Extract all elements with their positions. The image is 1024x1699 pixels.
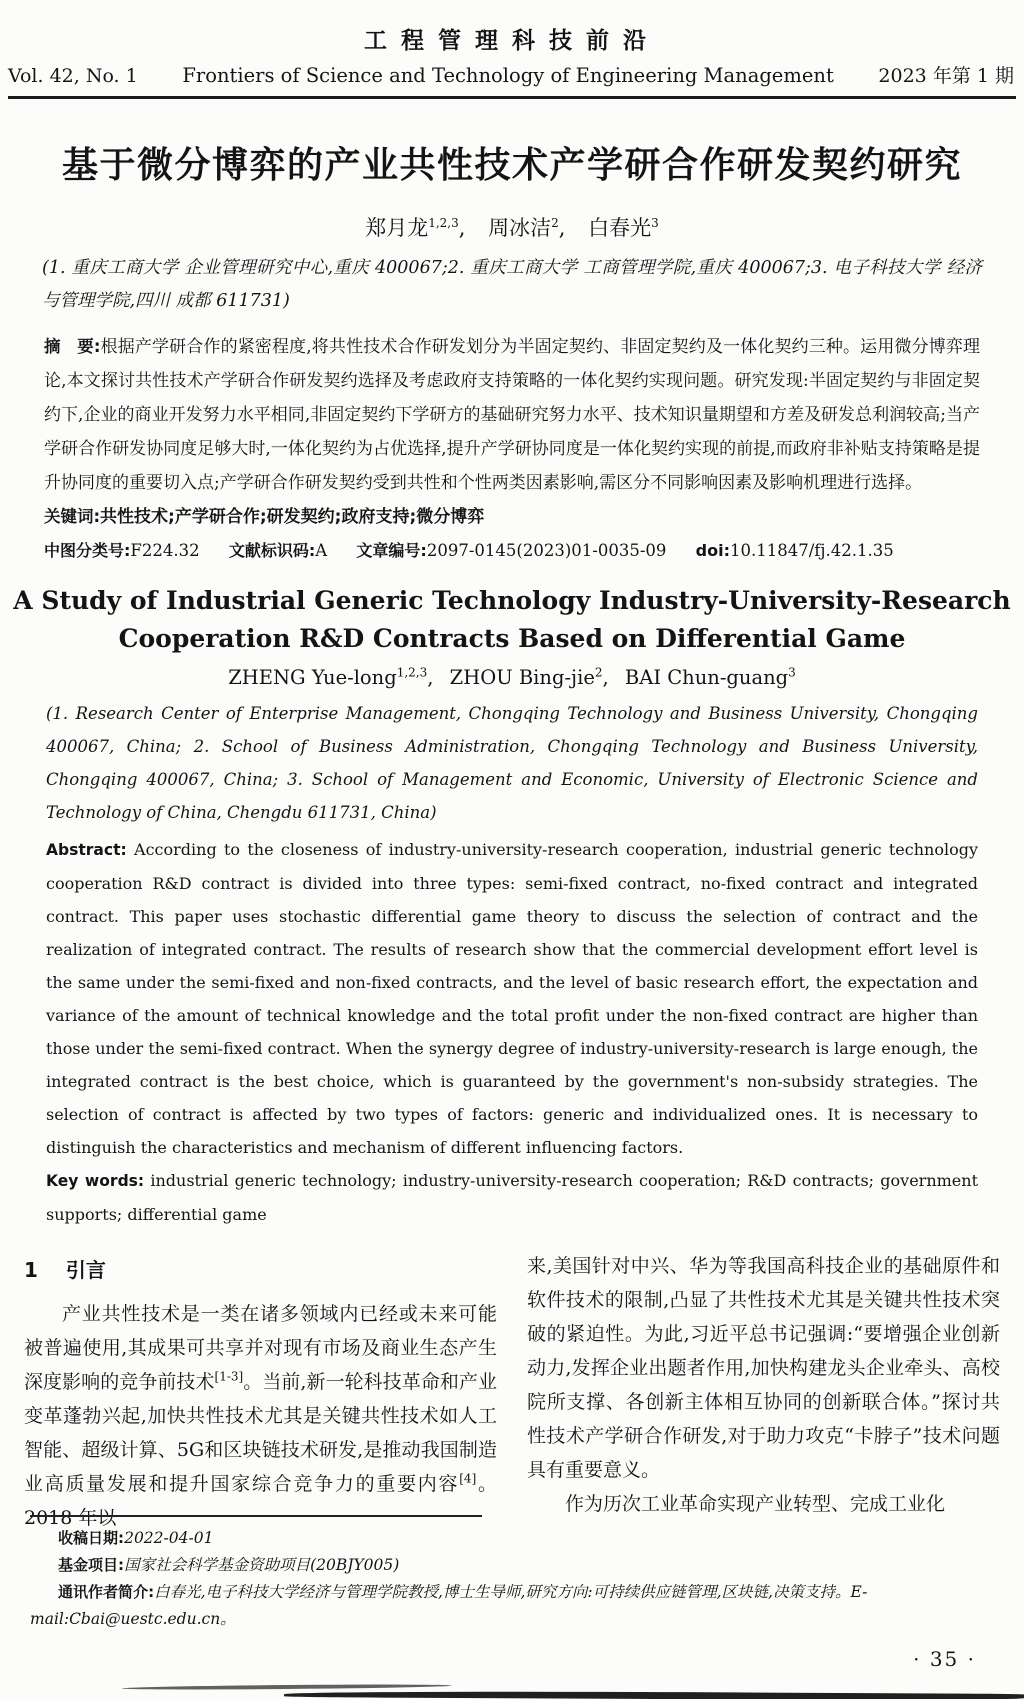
footnote-rule: [30, 1515, 482, 1517]
author-superscript: 1,2,3: [396, 665, 428, 680]
classification-line: [44, 534, 980, 568]
abstract-text-en: According to the closeness of industry-university-research cooperation, industrial generic technology cooperation R&D contract is divided into three types: semi-fixed contract, no-fixed contract and integrated contract. This paper uses stochastic differential game theory to discuss the selection of contract and the realization of integrated contract. The results of research show that the commercial development effort level is the same under the semi-fixed and non-fixed contracts, and the level of basic research effort, the expectation and variance of the amount of technical knowledge and the total profit under the non-fixed contract are higher than those under the semi-fixed contract. When the synergy degree of industry-university-research is large enough, the integrated contract is the best choice, which is guaranteed by the government's non-subsidy strategies. The selection of contract is affected by two types of factors: generic and individualized ones. It is necessary to distinguish the characteristics and mechanism of different influencing factors.: [46, 840, 978, 1157]
received-date: 收稿日期:2022-04-01: [58, 1529, 214, 1547]
footnote-block: [30, 1515, 984, 1633]
body-paragraph: 来,美国针对中兴、华为等我国高科技企业的基础原件和软件技术的限制,凸显了共性技术尤其是关键共性技术突破的紧迫性。为此,习近平总书记强调:“要增强企业创新动力,发挥企业出题者作用,加快构建龙头企业牵头、高校院所支撑、各创新主体相互协同的创新联合体。”探讨共性技术产学研合作研发,对于助力攻克“卡脖子”技术问题具有重要意义。: [527, 1255, 1000, 1481]
author-cn: [488, 216, 581, 240]
title-en-line1: A Study of Industrial Generic Technology Industry-University-Research: [13, 586, 1011, 615]
doi: doi:10.11847/fj.42.1.35: [695, 541, 894, 560]
right-column: [527, 1249, 1000, 1535]
clc-number: 中图分类号:F224.32: [44, 541, 200, 560]
keywords-en: [46, 1164, 978, 1231]
body-columns: [24, 1249, 1000, 1535]
author-separator: ,: [427, 666, 440, 689]
author-superscript: 2: [551, 216, 559, 230]
keywords-text-en: industrial generic technology; industry-university-research cooperation; R&D contracts; government supports; differential game: [46, 1171, 978, 1224]
article-title-en: [0, 582, 1024, 658]
corresponding-author-bio: 通讯作者简介:白春光,电子科技大学经济与管理学院教授,博士生导师,研究方向:可持续供应链管理,区块链,决策支持。E-mail:Cbai@uestc.edu.cn。: [30, 1583, 868, 1628]
left-column: [24, 1249, 497, 1535]
abstract-label-cn: 摘 要:: [44, 337, 101, 356]
keywords-label-en: Key words:: [46, 1172, 145, 1190]
author-separator: ,: [558, 216, 566, 240]
header-rule: [8, 96, 1016, 99]
journal-title-cn: 工程管理科技前沿: [364, 28, 660, 54]
abstract-en: [46, 833, 978, 1164]
authors-cn: [0, 212, 1024, 242]
author-name: 郑月龙: [365, 216, 429, 240]
author-en: [450, 666, 625, 689]
scan-artifact: [122, 1684, 452, 1691]
section-number: 1: [24, 1258, 38, 1282]
scan-artifact: [284, 1690, 1024, 1699]
author-superscript: 2: [594, 665, 603, 680]
affiliation-cn: (1. 重庆工商大学 企业管理研究中心,重庆 400067;2. 重庆工商大学 工商管理学院,重庆 400067;3. 电子科技大学 经济与管理学院,四川 成都 611731): [42, 258, 982, 311]
author-en: [625, 666, 796, 689]
author-separator: ,: [602, 666, 615, 689]
article-id: 文章编号:2097-0145(2023)01-0035-09: [356, 541, 667, 560]
section-heading-introduction: [24, 1253, 497, 1287]
journal-info-row: [0, 55, 1024, 88]
keywords-text-cn: 共性技术;产学研合作;研发契约;政府支持;微分博弈: [100, 507, 485, 527]
document-code: 文献标识码:A: [228, 541, 328, 560]
page-header: [0, 0, 1024, 99]
author-name: 白春光: [588, 216, 652, 240]
issue-info: 2023 年第 1 期: [878, 65, 1014, 87]
article-title-cn: 基于微分博弈的产业共性技术产学研合作研发契约研究: [61, 144, 962, 186]
author-name: ZHENG Yue-long: [228, 666, 397, 689]
page-number: · 35 ·: [913, 1647, 976, 1671]
body-paragraph: 产业共性技术是一类在诸多领域内已经或未来可能被普遍使用,其成果可共享并对现有市场及商业生态产生深度影响的竞争前技术[1-3]。当前,新一轮科技革命和产业变革蓬勃兴起,加快共性技术尤其是关键共性技术如人工智能、超级计算、5G和区块链技术研发,是推动我国制造业高质量发展和提升国家综合竞争力的重要内容[4]。2018 年以: [24, 1303, 497, 1529]
author-separator: ,: [458, 216, 466, 240]
keywords-label-cn: 关键词:: [44, 507, 101, 526]
author-cn: [365, 216, 481, 240]
citation-ref: [4]: [459, 1471, 477, 1486]
abstract-label-en: Abstract:: [46, 841, 127, 859]
abstract-cn: [44, 330, 980, 500]
author-name: 周冰洁: [488, 216, 552, 240]
section-title: 引言: [65, 1258, 106, 1282]
author-superscript: 1,2,3: [428, 216, 459, 230]
title-en-line2: Cooperation R&D Contracts Based on Differential Game: [118, 624, 906, 653]
author-cn: [588, 216, 659, 240]
affiliation-en: (1. Research Center of Enterprise Management, Chongqing Technology and Business University, Chongqing 400067, China; 2. School of Business Administration, Chongqing Technology and Business University, Chongqing 400067, China; 3. School of Management and Economic, University of Electronic Science and Technology of China, Chengdu 611731, China): [46, 704, 978, 822]
author-name: ZHOU Bing-jie: [449, 666, 595, 689]
author-superscript: 3: [788, 665, 796, 680]
body-paragraph: 作为历次工业革命实现产业转型、完成工业化: [565, 1493, 946, 1515]
fund-project: 基金项目:国家社会科学基金资助项目(20BJY005): [58, 1556, 400, 1574]
keywords-cn: [44, 500, 980, 534]
authors-en: [0, 666, 1024, 689]
author-superscript: 3: [651, 216, 659, 230]
author-name: BAI Chun-guang: [624, 666, 789, 689]
journal-title-en: Frontiers of Science and Technology of Engineering Management: [182, 64, 834, 87]
volume-info: Vol. 42, No. 1: [8, 65, 138, 87]
abstract-text-cn: 根据产学研合作的紧密程度,将共性技术合作研发划分为半固定契约、非固定契约及一体化契约三种。运用微分博弈理论,本文探讨共性技术产学研合作研发契约选择及考虑政府支持策略的一体化契约实现问题。研究发现:半固定契约与非固定契约下,企业的商业开发努力水平相同,非固定契约下学研方的基础研究努力水平、技术知识量期望和方差及研发总利润较高;当产学研合作研发协同度足够大时,一体化契约为占优选择,提升产学研协同度是一体化契约实现的前提,而政府非补贴支持策略是提升协同度的重要切入点;产学研合作研发契约受到共性和个性两类因素影响,需区分不同影响因素及影响机理进行选择。: [44, 337, 981, 493]
citation-ref: [1-3]: [214, 1369, 244, 1384]
author-en: [228, 666, 449, 689]
